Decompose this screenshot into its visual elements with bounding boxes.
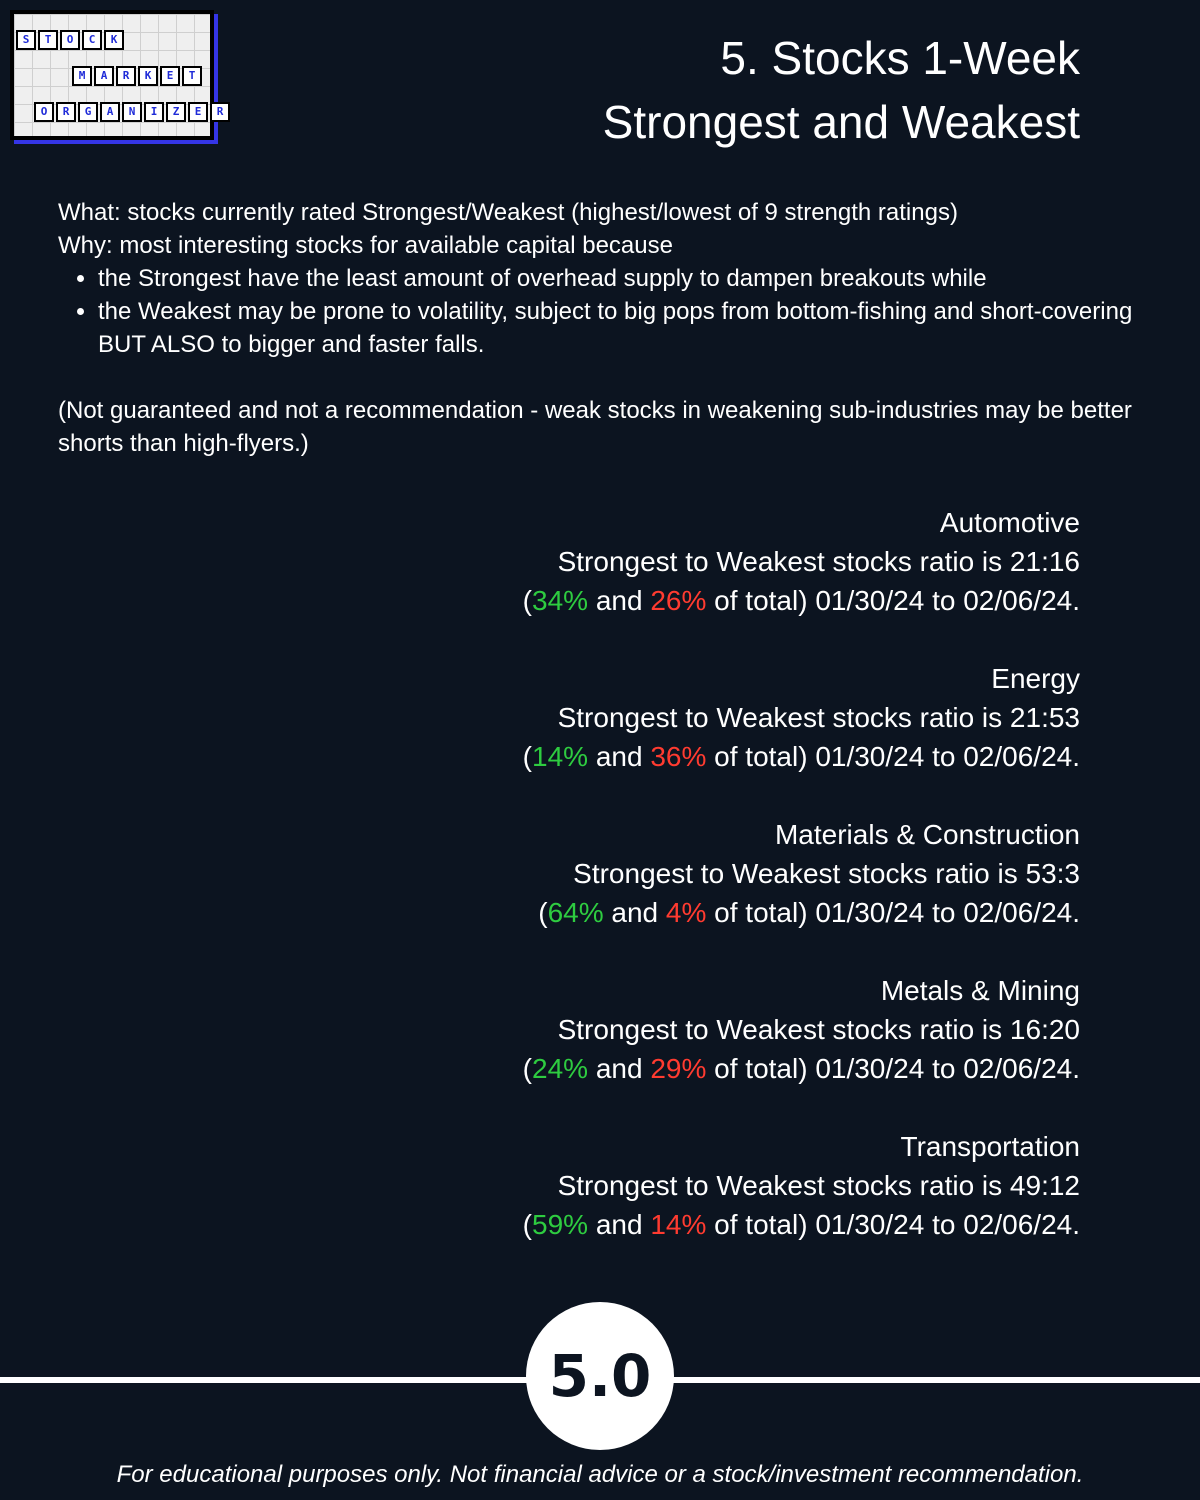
section-number-badge: 5.0 (526, 1302, 674, 1450)
weak-percent: 26% (650, 585, 707, 616)
and-text: and (588, 585, 651, 616)
logo-letter: G (78, 102, 98, 122)
strong-percent: 24% (532, 1053, 589, 1084)
sector-name: Metals & Mining (880, 975, 1080, 1006)
intro-bullet-list (58, 262, 1148, 361)
sector-period: 01/30/24 to 02/06/24. (815, 1053, 1080, 1084)
and-text: and (603, 897, 666, 928)
sector-block (523, 659, 1080, 776)
sector-ratio: Strongest to Weakest stocks ratio is 53:3 (573, 858, 1080, 889)
paren-open: ( (522, 741, 532, 772)
weak-percent: 4% (665, 897, 707, 928)
logo-letter: I (144, 102, 164, 122)
logo-letter: S (16, 30, 36, 50)
paren-open: ( (522, 1209, 532, 1240)
sector-ratio: Strongest to Weakest stocks ratio is 21:53 (557, 702, 1080, 733)
strong-percent: 64% (547, 897, 604, 928)
logo-letter: K (138, 66, 158, 86)
and-text: and (588, 1209, 651, 1240)
strong-percent: 14% (532, 741, 589, 772)
paren-open: ( (522, 585, 532, 616)
sector-percentages (523, 737, 1080, 776)
sector-ratio: Strongest to Weakest stocks ratio is 16:20 (557, 1014, 1080, 1045)
sector-block (523, 971, 1080, 1088)
weak-percent: 36% (650, 741, 707, 772)
sector-name: Automotive (939, 507, 1080, 538)
logo-letter: E (188, 102, 208, 122)
logo-letter: N (122, 102, 142, 122)
of-total-text: of total) (706, 1053, 816, 1084)
strong-percent: 59% (532, 1209, 589, 1240)
logo-word-organizer (34, 102, 230, 122)
sector-block (523, 815, 1080, 932)
logo-word-stock (16, 30, 124, 50)
logo-letter: R (210, 102, 230, 122)
intro-bullet: • the Weakest may be prone to volatility, subject to big pops from bottom-fishing and short-covering BUT ALSO to bigger and faster falls. (98, 295, 1148, 361)
page-title-line-1: 5. Stocks 1-Week (720, 32, 1080, 84)
strong-percent: 34% (532, 585, 589, 616)
sector-percentages (523, 581, 1080, 620)
of-total-text: of total) (706, 1209, 816, 1240)
and-text: and (588, 1053, 651, 1084)
page-title (603, 26, 1080, 154)
stock-market-organizer-logo (10, 10, 224, 140)
logo-letter: R (56, 102, 76, 122)
paren-open: ( (538, 897, 548, 928)
logo-letter: T (182, 66, 202, 86)
logo-letter: E (160, 66, 180, 86)
sector-percentages (523, 893, 1080, 932)
footer-disclaimer: For educational purposes only. Not financial advice or a stock/investment recommendation. (116, 1461, 1084, 1488)
sector-period: 01/30/24 to 02/06/24. (815, 1209, 1080, 1240)
sector-period: 01/30/24 to 02/06/24. (815, 585, 1080, 616)
logo-word-market (72, 66, 202, 86)
weak-percent: 14% (650, 1209, 707, 1240)
and-text: and (588, 741, 651, 772)
intro-disclaimer-note: (Not guaranteed and not a recommendation - weak stocks in weakening sub-industries may be better shorts than high-flyers.) (58, 397, 1132, 457)
logo-letter: M (72, 66, 92, 86)
weak-percent: 29% (650, 1053, 707, 1084)
logo-letter: A (100, 102, 120, 122)
intro-section (58, 196, 1148, 460)
of-total-text: of total) (706, 897, 816, 928)
sector-period: 01/30/24 to 02/06/24. (815, 741, 1080, 772)
logo-letter: O (60, 30, 80, 50)
sector-block (523, 1127, 1080, 1244)
sector-block (523, 503, 1080, 620)
of-total-text: of total) (706, 585, 816, 616)
sector-percentages (523, 1205, 1080, 1244)
logo-letter: T (38, 30, 58, 50)
logo-letter: R (116, 66, 136, 86)
sector-name: Transportation (900, 1131, 1080, 1162)
sector-name: Materials & Construction (774, 819, 1080, 850)
sector-name: Energy (991, 663, 1080, 694)
sector-ratio: Strongest to Weakest stocks ratio is 21:16 (557, 546, 1080, 577)
logo-letter: Z (166, 102, 186, 122)
intro-bullet: • the Strongest have the least amount of overhead supply to dampen breakouts while (98, 262, 1148, 295)
page-title-line-2: Strongest and Weakest (602, 96, 1080, 148)
logo-letter: K (104, 30, 124, 50)
intro-what: What: stocks currently rated Strongest/Weakest (highest/lowest of 9 strength ratings) (58, 199, 958, 226)
sector-list (523, 503, 1080, 1283)
logo-letter: C (82, 30, 102, 50)
logo-letter: A (94, 66, 114, 86)
of-total-text: of total) (706, 741, 816, 772)
paren-open: ( (522, 1053, 532, 1084)
intro-why: Why: most interesting stocks for available capital because (58, 232, 673, 259)
sector-ratio: Strongest to Weakest stocks ratio is 49:12 (557, 1170, 1080, 1201)
sector-period: 01/30/24 to 02/06/24. (815, 897, 1080, 928)
sector-percentages (523, 1049, 1080, 1088)
logo-letter: O (34, 102, 54, 122)
